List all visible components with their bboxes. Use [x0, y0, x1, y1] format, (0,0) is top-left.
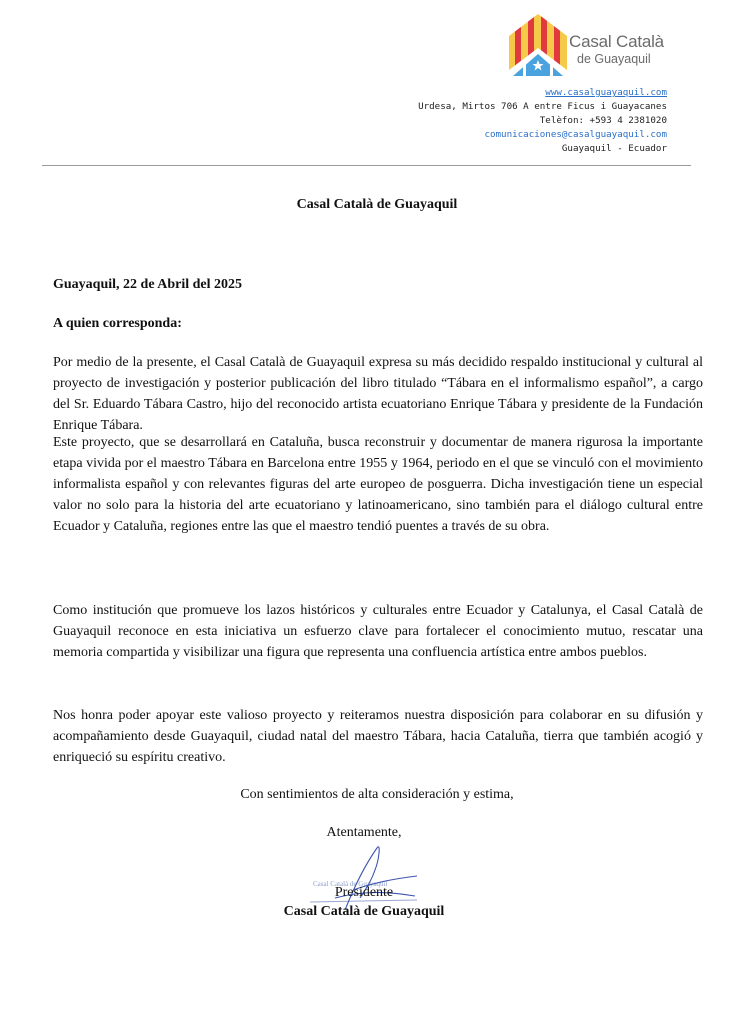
header-divider — [42, 165, 691, 166]
paragraph-1: Por medio de la presente, el Casal Català de Guayaquil expresa su más decidido respaldo institucional y cultural al proyecto de investigación y posterior publicación del libro titulado “Tábara en el informalismo español”, a cargo del Sr. Eduardo Tábara Castro, hijo del reconocido artista ecuatoriano Enrique Tábara y presidente de la Fundación Enrique Tábara. — [53, 355, 703, 433]
email-link[interactable]: comunicaciones@casalguayaquil.com — [484, 129, 667, 140]
signer-organization: Casal Català de Guayaquil — [283, 904, 445, 919]
logo-subtitle: de Guayaquil — [577, 52, 651, 66]
website-link[interactable]: www.casalguayaquil.com — [545, 87, 667, 98]
signature-stamp-text: Casal Català de Guayaquil — [313, 880, 388, 888]
address: Urdesa, Mirtos 706 A entre Ficus i Guayacanes — [418, 101, 667, 112]
paragraph-3: Como institución que promueve los lazos históricos y culturales entre Ecuador y Catalunya, el Casal Català de Guayaquil reconoce en esta iniciativa un esfuerzo clave para fortalecer el conocimiento mutuo, rescatar una memoria compartida y visibilizar una figura que representa una confluencia artística entre ambos pueblos. — [53, 603, 703, 660]
sign-off: Atentamente, — [326, 825, 402, 840]
closing-line: Con sentimientos de alta consideración y estima, — [240, 787, 514, 802]
contact-block — [418, 86, 667, 156]
letter-title: Casal Català de Guayaquil — [296, 197, 458, 212]
letter-greeting: A quien corresponda: — [53, 316, 182, 331]
letter-date: Guayaquil, 22 de Abril del 2025 — [53, 277, 243, 292]
logo-title: Casal Català — [569, 32, 664, 51]
house-flag-icon — [509, 14, 567, 76]
casal-catala-logo — [509, 14, 679, 76]
paragraph-2: Este proyecto, que se desarrollará en Cataluña, busca reconstruir y documentar de manera rigurosa la importante etapa vivida por el maestro Tábara en Barcelona entre 1955 y 1964, periodo en el que se vinculó con el movimiento informalista español y con relevantes figuras del arte europeo de posguerra. Dicha investigación tiene un especial valor no solo para la historia del arte ecuatoriano y latinoamericano, sino también para el diálogo cultural entre Ecuador y Cataluña, regiones entre las que el maestro tendió puentes a través de su obra. — [53, 435, 703, 534]
phone: Telèfon: +593 4 2381020 — [539, 115, 667, 126]
city: Guayaquil - Ecuador — [561, 143, 667, 154]
signer-role: Presidente — [334, 885, 394, 900]
paragraph-4: Nos honra poder apoyar este valioso proyecto y reiteramos nuestra disposición para colaborar en su difusión y acompañamiento desde Guayaquil, ciudad natal del maestro Tábara, hacia Cataluña, tierra que también acogió y enriqueció su espíritu creativo. — [53, 708, 703, 765]
